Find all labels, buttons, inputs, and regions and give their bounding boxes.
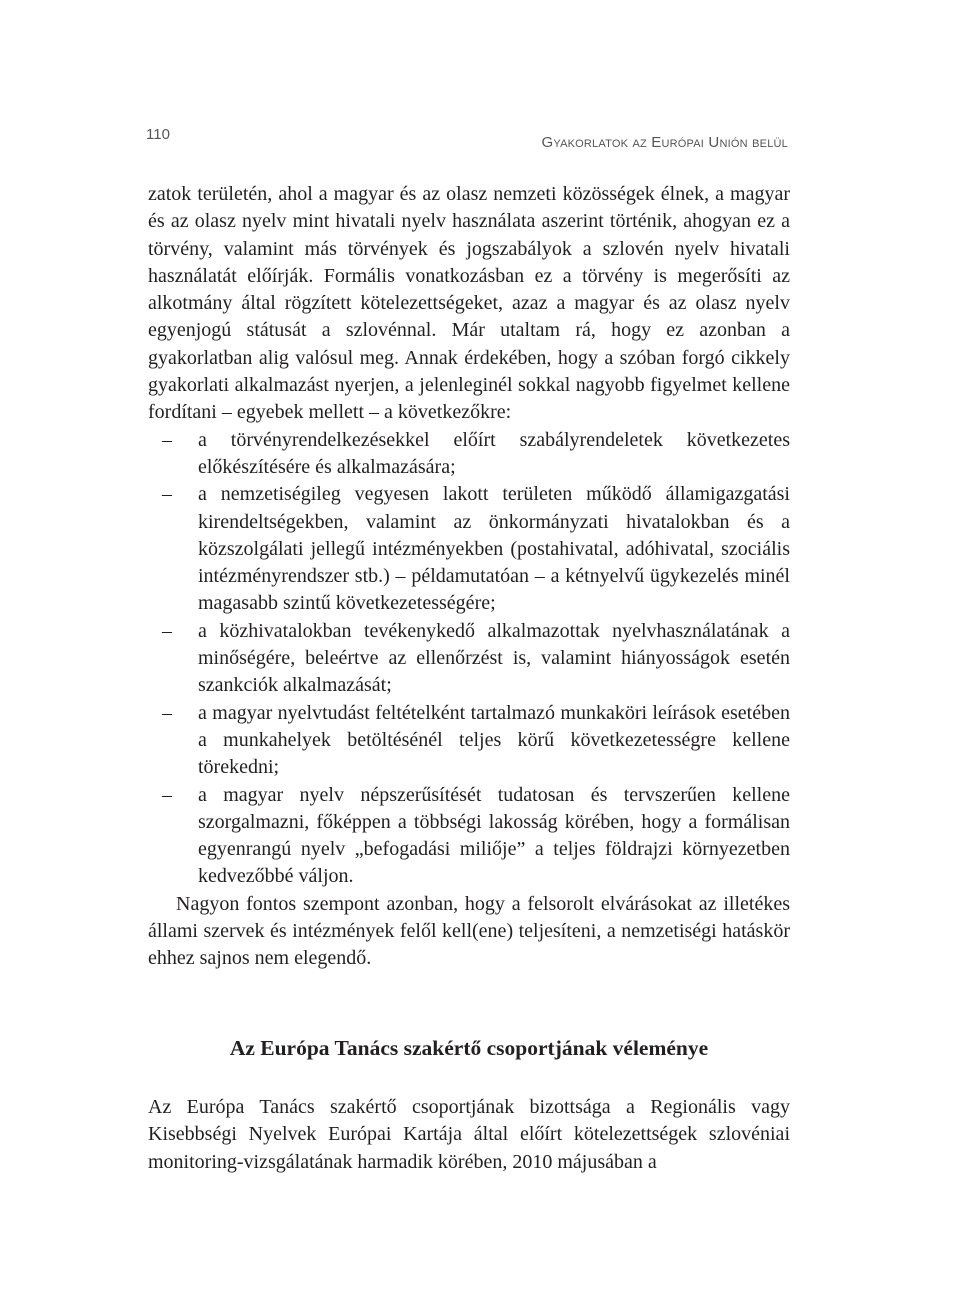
list-item — [148, 481, 790, 617]
list-item — [148, 618, 790, 700]
dash-list — [148, 427, 790, 891]
list-item-text: a közhivatalokban tevékenykedő alkalmazottak nyelvhasználatának a minőségére, beleértve az ellenőrzést is, valamint hiányosságok esetén szankciók alkalmazását; — [198, 619, 790, 697]
list-item-text: a törvényrendelkezésekkel előírt szabályrendeletek következetes előkészítésére és alkalmazására; — [198, 428, 790, 478]
dash-bullet: – — [162, 428, 172, 451]
list-item-text: a nemzetiségileg vegyesen lakott területen működő államigazgatási kirendeltségekben, valamint az önkormányzati hivatalokban és a közszolgálati jellegű intézményekben (postahivatal, adóhivatal, szociális intézményrendszer stb.) – példamutatóan – a kétnyelvű ügykezelés minél magasabb szintű következetességére; — [198, 483, 790, 615]
running-head: Gyakorlatok az Európai Unión belül — [541, 134, 788, 151]
paragraph: Nagyon fontos szempont azonban, hogy a felsorolt elvárásokat az illetékes állami szervek és intézmények felől kell(ene) teljesíteni, a nemzetiségi hatáskör ehhez sajnos nem elegendő. — [148, 892, 790, 970]
paragraph-continuation: zatok területén, ahol a magyar és az olasz nemzeti közösségek élnek, a magyar és az olasz nyelv mint hivatali nyelv használata aszerint történik, ahogyan ez a törvény, valamint más törvények és jogszabályok a szlovén nyelv hivatali használatát előírják. Formális vonatkozásban ez a törvény is megerősíti az alkotmány által rögzített kötelezettségeket, azaz a magyar és az olasz nyelv egyenjogú státusát a szlovénnal. Már utaltam rá, hogy ez azonban a gyakorlatban alig valósul meg. Annak érdekében, hogy a szóban forgó cikkely gyakorlati alkalmazást nyerjen, a jelenleginél sokkal nagyobb figyelmet kellene fordítani – egyebek mellett – a következőkre: — [148, 183, 790, 424]
list-item — [148, 782, 790, 891]
section-text — [148, 1094, 790, 1176]
dash-bullet: – — [162, 483, 172, 506]
paragraph: Az Európa Tanács szakértő csoportjának bizottsága a Regionális vagy Kisebbségi Nyelvek Európai Kartája által előírt kötelezettségek szlovéniai monitoring-vizsgálatának harmadik körében, 2010 májusában a — [148, 1096, 790, 1173]
list-item-text: a magyar nyelvtudást feltételként tartalmazó munkaköri leírások esetében a munkahelyek betöltésénél teljes körű következetességre kellene törekedni; — [198, 701, 790, 779]
list-item-text: a magyar nyelv népszerűsítését tudatosan és tervszerűen kellene szorgalmazni, főképpen a többségi lakosság körében, hogy a formálisan egyenrangú nyelv „befogadási miliője” a teljes földrajzi környezetben kedvezőbbé váljon. — [198, 783, 790, 888]
dash-bullet: – — [162, 619, 172, 642]
section-heading: Az Európa Tanács szakértő csoportjának véleménye — [229, 1036, 709, 1060]
page-number: 110 — [146, 126, 170, 143]
dash-bullet: – — [162, 701, 172, 724]
main-text — [148, 181, 790, 973]
dash-bullet: – — [162, 783, 172, 806]
list-item — [148, 700, 790, 782]
list-item — [148, 427, 790, 482]
